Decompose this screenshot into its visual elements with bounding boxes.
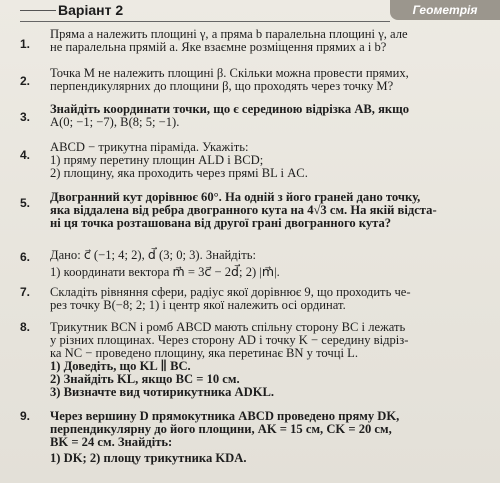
task-text-line: 1) пряму перетину площин ALD і BCD; (50, 153, 264, 167)
task-text-line: Дано: c⃗ (−1; 4; 2), d⃗ (3; 0; 3). Знайдіть: (50, 248, 256, 262)
task-text-line: Знайдіть координати точки, що є серединою відрізка AB, якщо (50, 102, 410, 116)
task-text-line: 2) площину, яка проходить через прямі BL і AC. (50, 166, 308, 180)
task-text-line: Трикутник BCN і ромб ABCD мають спільну сторону BC і лежать (50, 320, 406, 334)
task-text-line: A(0; −1; −7), B(8; 5; −1). (50, 115, 180, 129)
task-text-line: перпендикулярну до його площини, AK = 15 см, CK = 20 см, (50, 422, 392, 436)
task-text-line: не паралельна прямій a. Яке взаємне розміщення прямих a і b? (50, 40, 387, 54)
task-text-line: ABCD − трикутна піраміда. Укажіть: (50, 140, 249, 154)
task-text-line: 1) координати вектора m⃗ = 3c⃗ − 2d⃗; 2) |m⃗|. (50, 265, 280, 279)
task-text-line: яка віддалена від ребра двогранного кута на 4√3 см. На якій відста- (50, 203, 437, 217)
task-number: 2. (20, 74, 31, 88)
task-number: 9. (20, 409, 31, 423)
task-text-line: Через вершину D прямокутника ABCD проведено пряму DK, (50, 409, 400, 423)
header (0, 0, 500, 22)
task-number: 8. (20, 320, 31, 334)
task-number: 7. (20, 285, 31, 299)
task-text-line: у різних площинах. Через сторону AD і точку K − середину відріз- (50, 333, 409, 347)
task-number: 5. (20, 196, 31, 210)
header-decor-line (20, 10, 56, 11)
variant-title: Варіант 2 (58, 2, 124, 18)
task-text-line: BK = 24 см. Знайдіть: (50, 435, 173, 449)
task-text-line: 3) Визначте вид чотирикутника ADKL. (50, 385, 275, 399)
task-text-line: 1) Доведіть, що KL ∥ BC. (50, 359, 191, 373)
task-text-line: перпендикулярних до площини β, що проходять через точку M? (50, 79, 394, 93)
task-number: 1. (20, 37, 31, 51)
task-text-line: Точка M не належить площині β. Скільки можна провести прямих, (50, 66, 409, 80)
task-text-line: Пряма a належить площині γ, а пряма b паралельна площині γ, але (50, 27, 408, 41)
task-number: 6. (20, 250, 31, 264)
task-text-line: ні ця точка розташована від другої грані двогранного кута? (50, 216, 392, 230)
task-text-line: 1) DK; 2) площу трикутника KDA. (50, 451, 247, 465)
task-text-line: рез точку B(−8; 2; 1) і центр якої належить осі ординат. (50, 298, 346, 312)
task-text-line: Двогранний кут дорівнює 60°. На одній з його граней дано точку, (50, 190, 421, 204)
task-number: 4. (20, 148, 31, 162)
task-number: 3. (20, 110, 31, 124)
task-text-line: ка NC − проведено площину, яка перетинає BN у точці L. (50, 346, 358, 360)
subject-tab: Геометрія (390, 0, 500, 20)
task-text-line: Складіть рівняння сфери, радіус якої дорівнює 9, що проходить че- (50, 285, 411, 299)
task-text-line: 2) Знайдіть KL, якщо BC = 10 см. (50, 372, 240, 386)
header-rule (20, 21, 390, 22)
